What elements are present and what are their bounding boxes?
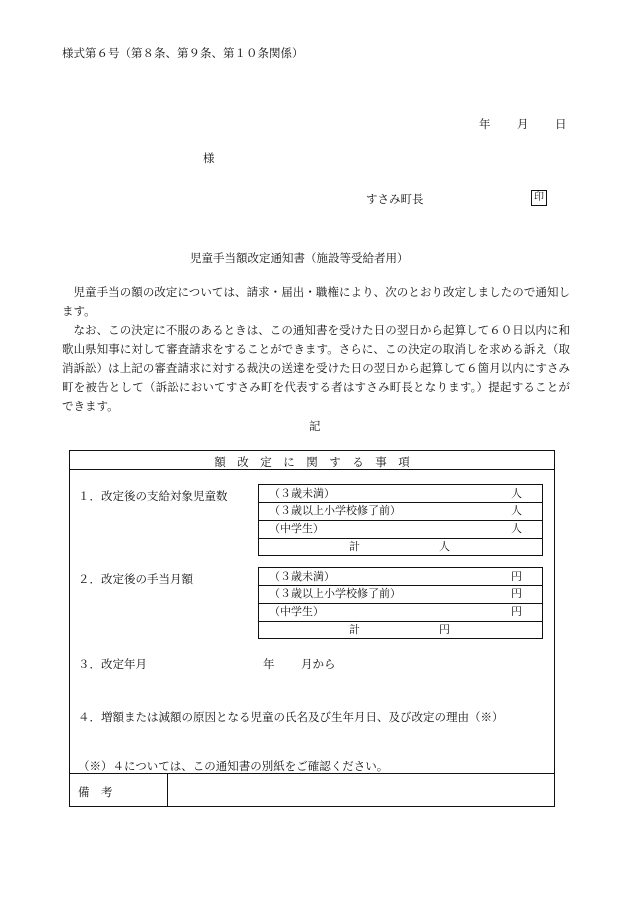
item2-row [259,568,542,586]
row-label: （３歳以上小学校修了前） [269,587,401,600]
row-label: （中学生） [269,522,324,535]
addressee-suffix: 様 [203,151,215,165]
date-day: 日 [555,117,567,131]
date-year: 年 [479,117,491,131]
row-unit: 人 [511,522,522,535]
details-table [69,450,555,807]
total-unit: 円 [439,623,450,636]
item3-label: ３．改定年月 [78,657,147,671]
date-month: 月 [517,117,529,131]
item2-row [259,585,542,603]
seal-mark: 印 [531,190,547,206]
item2-total-row [259,621,542,639]
notice-paragraph-2: なお、この決定に不服のあるときは、この通知書を受けた日の翌日から起算して６０日以内に和歌山県知事に対して審査請求をすることができます。さらに、この決定の取消しを求める訴え（取消訴訟）は上記の審査請求に対する裁決の送達を受けた日の翌日から起算して６箇月以内にすさみ町を被告として（訴訟においてすさみ町を代表する者はすさみ町長となります。）提起することができます。 [62,323,570,413]
table-header: 額 改 定 に 関 す る 事 項 [214,455,410,469]
row-unit: 円 [511,587,522,600]
document-title: 児童手当額改定通知書（施設等受給者用） [190,251,409,265]
item2-label: ２．改定後の手当月額 [78,572,193,586]
item1-total-row [259,538,542,556]
item1-label: １．改定後の支給対象児童数 [78,489,228,503]
remarks-label: 備 考 [78,785,113,799]
row-label: （中学生） [269,605,324,618]
item1-box [258,484,543,556]
total-label: 計 [349,540,360,553]
row-label: （３歳未満） [269,570,335,583]
notice-body [62,283,570,416]
row-unit: 人 [511,504,522,517]
form-number: 様式第６号（第８条、第９条、第１０条関係） [62,46,304,60]
footnote: （※）４については、この通知書の別紙をご確認ください。 [78,759,389,773]
header-divider [70,469,554,470]
item1-row [259,502,542,520]
item2-box [258,567,543,639]
item3-year: 年 [263,657,275,671]
issuer-name: すさみ町長 [366,192,424,206]
item3-month-from: 月から [301,657,336,671]
row-label: （３歳未満） [269,487,335,500]
item2-row [259,603,542,621]
total-unit: 人 [439,540,450,553]
item4-label: ４．増額または減額の原因となる児童の氏名及び生年月日、及び改定の理由（※） [78,710,504,724]
item1-row [259,520,542,538]
ki-heading: 記 [309,419,321,433]
row-unit: 円 [511,605,522,618]
row-unit: 人 [511,487,522,500]
total-label: 計 [349,623,360,636]
row-unit: 円 [511,570,522,583]
row-label: （３歳以上小学校修了前） [269,504,401,517]
notice-paragraph-1: 児童手当の額の改定については、請求・届出・職権により、次のとおり改定しましたので通知します。 [62,285,570,318]
item1-row [259,485,542,503]
remarks-field[interactable] [168,774,554,806]
